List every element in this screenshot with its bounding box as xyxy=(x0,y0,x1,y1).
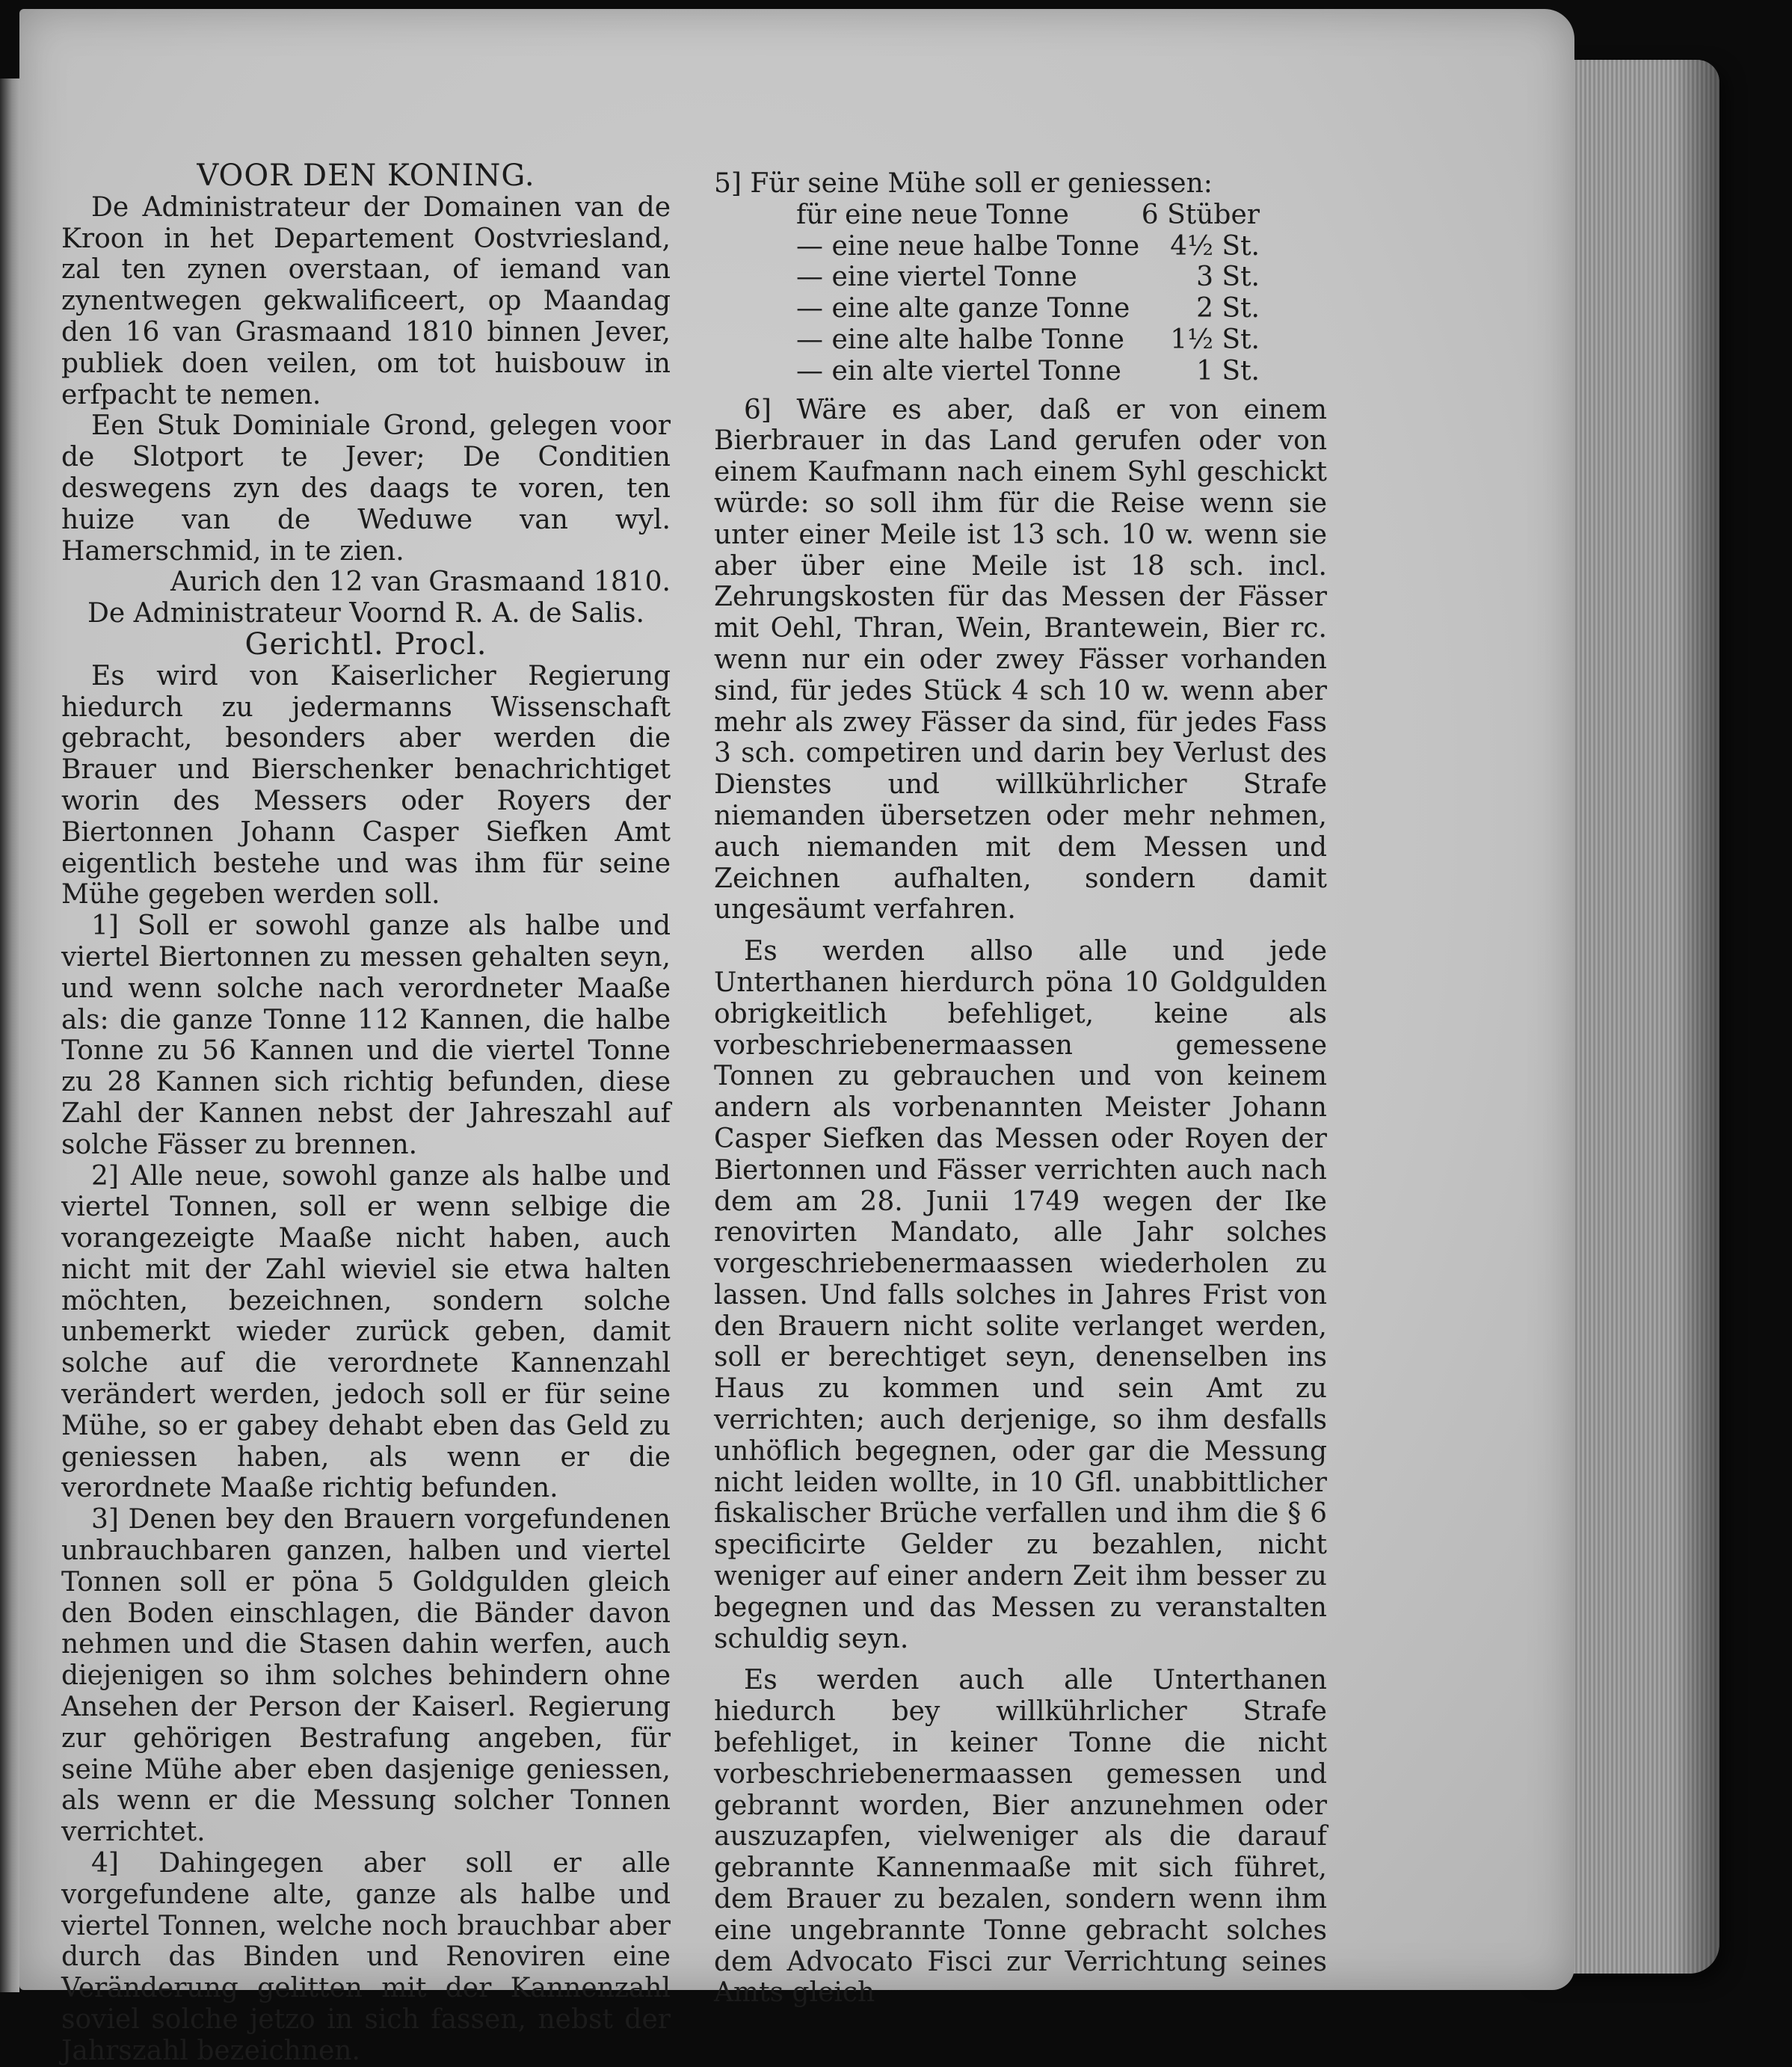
fee-price: 4½ St. xyxy=(1170,230,1260,262)
fee-label: für eine neue Tonne xyxy=(796,199,1069,230)
fee-label: — eine viertel Tonne xyxy=(796,262,1077,293)
dutch-property: Een Stuk Dominiale Grond, gelegen voor de Slotport te Jever; De Conditien deswegens zyn des daags te voren, ten huize van de Weduwe van wyl. Hamerschmid, in te zien. xyxy=(61,410,671,567)
fee-price: 2 St. xyxy=(1196,293,1260,324)
dutch-heading: VOOR DEN KONING. xyxy=(197,158,535,193)
fee-price: 1½ St. xyxy=(1170,324,1260,355)
fee-label: — eine alte ganze Tonne xyxy=(796,293,1130,324)
fee-list xyxy=(796,200,1327,387)
fee-row xyxy=(796,324,1260,356)
fee-row xyxy=(796,356,1260,387)
article-5-intro: 5] Für seine Mühe soll er geniessen: xyxy=(714,168,1213,199)
fee-label: — ein alte viertel Tonne xyxy=(796,355,1121,386)
fee-row xyxy=(796,262,1260,293)
fee-row xyxy=(796,293,1260,324)
dutch-signature: De Administrateur Voornd R. A. de Salis. xyxy=(87,598,644,629)
fee-price: 1 St. xyxy=(1196,355,1260,386)
german-heading: Gerichtl. Procl. xyxy=(244,626,487,662)
fee-row xyxy=(796,231,1260,262)
fee-label: — eine alte halbe Tonne xyxy=(796,324,1124,355)
article-6: 6] Wäre es aber, daß er von einem Bierbrauer in das Land gerufen oder von einem Kaufmann nach einem Syhl geschickt würde: so soll ihm für die Reise wenn sie unter einer Meile ist 13 sch. 10 w. wenn sie aber über eine Meile ist 18 sch. incl. Zehrungskosten für das Messen der Fässer mit Oehl, Thran, Wein, Brantewein, Bier rc. wenn nur ein oder zwey Fässer vorhanden sind, für jedes Stück 4 sch 10 w. wenn aber mehr als zwey Fässer da sind, für jedes Fass 3 sch. competiren und darin bey Verlust des Dienstes und willkührlicher Strafe niemanden übersetzen oder mehr nehmen, auch niemanden mit dem Messen und Zeichnen aufhalten, sondern damit ungesäumt verfahren. xyxy=(714,394,1327,925)
dutch-date: Aurich den 12 van Grasmaand 1810. xyxy=(170,567,671,598)
fee-label: — eine neue halbe Tonne xyxy=(796,230,1140,262)
fee-row xyxy=(796,200,1260,231)
fee-price: 6 Stüber xyxy=(1141,199,1260,230)
article-2: 2] Alle neue, sowohl ganze als halbe und viertel Tonnen, soll er wenn selbige die vorangezeigte Maaße nicht haben, auch nicht mit der Zahl wieviel sie etwa halten möchten, bezeichnen, sondern solche unbemerkt wieder zurück geben, damit solche auf die verordnete Kannenzahl verändert werden, jedoch soll er für seine Mühe, so er gabey dehabt eben das Geld zu geniessen haben, als wenn er die verordnete Maaße richtig befunden. xyxy=(61,1160,671,1504)
proclamation-intro: Es wird von Kaiserlicher Regierung hiedurch zu jedermanns Wissenschaft gebracht, besonders aber werden die Brauer und Bierschenker benachrichtiget worin des Messers oder Royers der Biertonnen Johann Casper Siefken Amt eigentlich bestehe und was ihm für seine Mühe gegeben werden soll. xyxy=(61,660,671,911)
previous-page-edge xyxy=(0,78,19,1992)
article-3: 3] Denen bey den Brauern vorgefundenen unbrauchbaren ganzen, halben und viertel Tonnen soll er pöna 5 Goldgulden gleich den Boden einschlagen, die Bänder davon nehmen und die Stasen dahin werfen, auch diejenigen so ihm solches behindern ohne Ansehen der Person der Kaiserl. Regierung zur gehörigen Bestrafung angeben, für seine Mühe aber eben dasjenige geniessen, als wenn er die Messung solcher Tonnen verrichtet. xyxy=(61,1504,671,1848)
order-paragraph-2: Es werden auch alle Unterthanen hiedurch bey willkührlicher Strafe befehliget, in keiner Tonne die nicht vorbeschriebenermaassen gemessen und gebrannt worden, Bier anzunehmen oder auszuzapfen, vielweniger als die darauf gebrannte Kannenmaaße mit sich führet, dem Brauer zu bezalen, sondern wenn ihm eine ungebrannte Tonne gebracht solches dem Advocato Fisci zur Verrichtung seines Amts gleich xyxy=(714,1665,1327,2009)
order-paragraph-1: Es werden allso alle und jede Unterthanen hierdurch pöna 10 Goldgulden obrigkeitlich befehliget, keine als vorbeschriebenermaassen gemessene Tonnen zu gebrauchen und von keinem andern als vorbenannten Meister Johann Casper Siefken das Messen oder Royen der Biertonnen und Fässer verrichten auch nach dem am 28. Junii 1749 wegen der Ike renovirten Mandato, alle Jahr solches vorgeschriebenermaassen wiederholen zu lassen. Und falls solches in Jahres Frist von den Brauern nicht solite verlanget werden, soll er berechtiget seyn, denenselben ins Haus zu kommen und sein Amt zu verrichten; auch derjenige, so ihm desfalls unhöflich begegnen, oder gar die Messung nicht leiden wollte, in 10 Gfl. unabbittlicher fiskalischer Brüche verfallen und ihm die § 6 specificirte Gelder zu bezahlen, nicht weniger auf einer andern Zeit ihm besser zu begegnen und das Messen zu veranstalten schuldig seyn. xyxy=(714,936,1327,1654)
right-column xyxy=(714,168,1327,2009)
dutch-announcement: De Administrateur der Domainen van de Kroon in het Departement Oostvriesland, zal ten zynen overstaan, of iemand van zynentwegen gekwalificeert, op Maandag den 16 van Grasmaand 1810 binnen Jever, publiek doen veilen, om tot huisbouw in erfpacht te nemen. xyxy=(61,191,671,410)
article-1: 1] Soll er sowohl ganze als halbe und viertel Biertonnen zu messen gehalten seyn, und wenn solche nach verordneter Maaße als: die ganze Tonne 112 Kannen, die halbe Tonne zu 56 Kannen und die viertel Tonne zu 28 Kannen sich richtig befunden, diese Zahl der Kannen nebst der Jahreszahl auf solche Fässer zu brennen. xyxy=(61,911,671,1160)
article-4: 4] Dahingegen aber soll er alle vorgefundene alte, ganze als halbe und viertel Tonnen, welche noch brauchbar aber durch das Binden und Renoviren eine Veränderung gelitten mit der Kannenzahl soviel solche jetzo in sich fassen, nebst der Jahrszahl bezeichnen. xyxy=(61,1848,671,2066)
fee-price: 3 St. xyxy=(1196,262,1260,293)
left-column xyxy=(61,158,671,2067)
